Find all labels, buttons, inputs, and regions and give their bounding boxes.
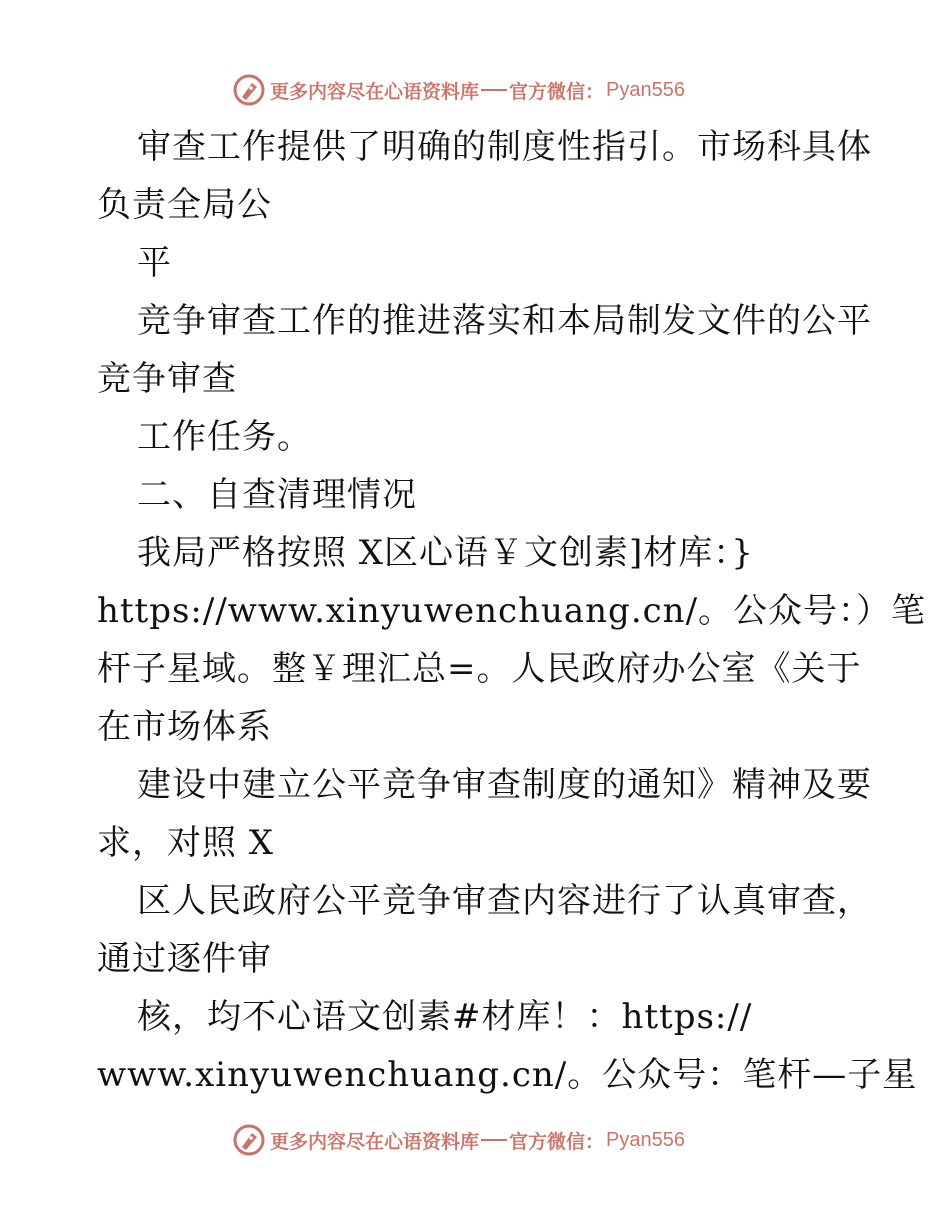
section-heading: 二、自查清理情况 bbox=[137, 475, 417, 515]
paragraph-line: 审查工作提供了明确的制度性指引。市场科具体 bbox=[137, 127, 872, 167]
watermark-dash bbox=[481, 89, 507, 91]
watermark-account: Pyan556 bbox=[606, 78, 685, 101]
pen-nib-logo-icon bbox=[232, 73, 266, 107]
watermark-brand: 更多内容尽在心语资料库 bbox=[270, 80, 480, 103]
watermark-label: 官方微信： bbox=[509, 80, 605, 103]
paragraph-line: 建设中建立公平竞争审查制度的通知》精神及要 bbox=[137, 765, 872, 805]
paragraph-line: 杆子星域。整￥理汇总=。人民政府办公室《关于 bbox=[97, 649, 862, 689]
watermark-brand: 更多内容尽在心语资料库 bbox=[270, 1130, 480, 1153]
pen-nib-logo-icon bbox=[232, 1123, 266, 1157]
paragraph-line: 求，对照 X bbox=[97, 823, 275, 863]
paragraph-line: 竞争审查工作的推进落实和本局制发文件的公平 bbox=[137, 301, 872, 341]
paragraph-line: 核，均不心语文创素#材库！：https:// bbox=[137, 997, 753, 1037]
document-body bbox=[97, 118, 927, 1104]
watermark-account: Pyan556 bbox=[606, 1128, 685, 1151]
paragraph-line: 平 bbox=[137, 243, 172, 283]
paragraph-line: 通过逐件审 bbox=[97, 939, 272, 979]
watermark-dash bbox=[481, 1139, 507, 1141]
paragraph-line: www.xinyuwenchuang.cn/。公众号：笔杆—子星 bbox=[97, 1055, 918, 1095]
watermark-label: 官方微信： bbox=[509, 1130, 605, 1153]
paragraph-line: 竞争审查 bbox=[97, 359, 237, 399]
paragraph-line: 在市场体系 bbox=[97, 707, 272, 747]
paragraph-line: https://www.xinyuwenchuang.cn/。公众号：）笔 bbox=[97, 591, 927, 631]
paragraph-line: 负责全局公 bbox=[97, 185, 272, 225]
paragraph-line: 我局严格按照 X区心语￥文创素]材库：} bbox=[137, 533, 754, 573]
footer-watermark bbox=[232, 1122, 685, 1158]
paragraph-line: 区人民政府公平竞争审查内容进行了认真审查， bbox=[137, 881, 872, 921]
paragraph-line: 工作任务。 bbox=[137, 417, 312, 457]
header-watermark bbox=[232, 72, 685, 108]
